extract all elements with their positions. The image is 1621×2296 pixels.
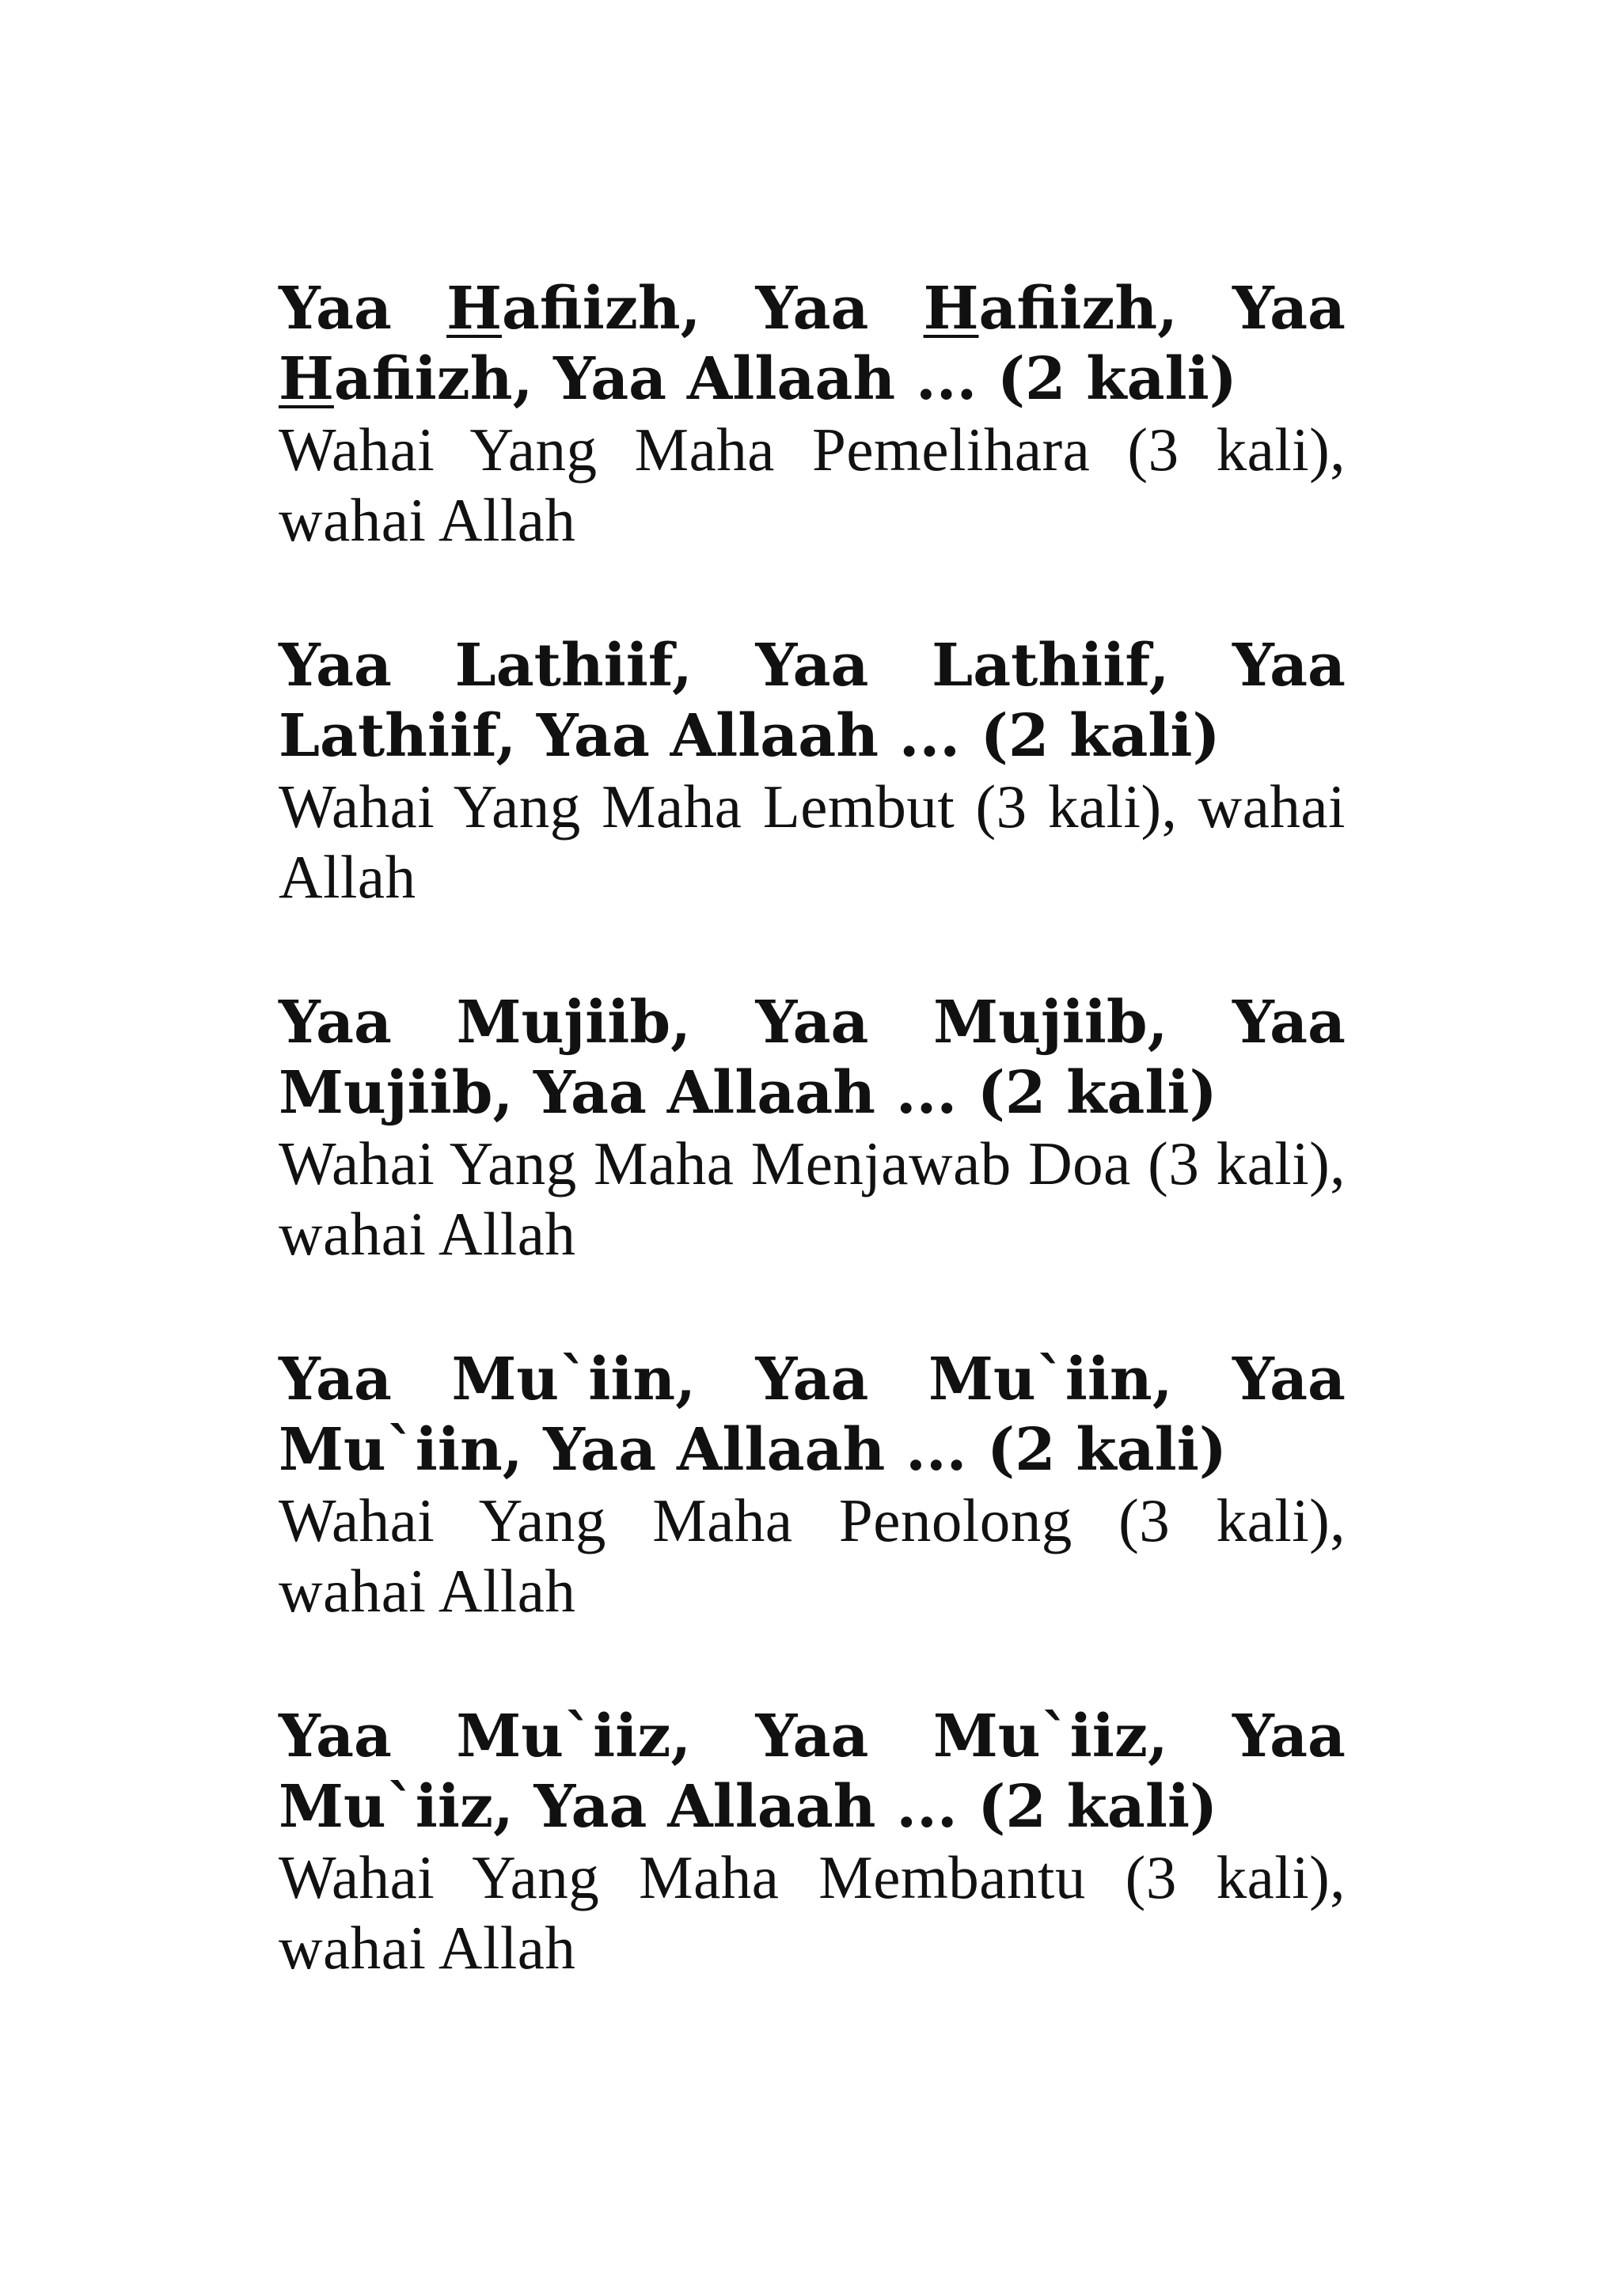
dzikir-word: afiizh, <box>333 345 533 413</box>
meaning-text: Wahai Yang Maha Lembut (3 kali), wahai Allah <box>279 772 1346 911</box>
dzikir-text: Yaa Mujiib, Yaa Mujiib, Yaa Mujiib, Yaa Allaah ... (2 kali) <box>279 989 1346 1127</box>
meaning-text: Wahai Yang Maha Menjawab Doa (3 kali), wahai Allah <box>279 1129 1346 1268</box>
dzikir-entry-lathiif <box>279 631 1346 913</box>
meaning-text: Wahai Yang Maha Membantu (3 kali), wahai Allah <box>279 1843 1346 1982</box>
document-page <box>279 274 1346 2059</box>
dzikir-word: Yaa Allaah ... (2 kali) <box>553 345 1237 413</box>
meaning-text: Wahai Yang Maha Penolong (3 kali), wahai Allah <box>279 1486 1346 1625</box>
dzikir-word: afiizh, <box>501 275 701 343</box>
underlined-letter: H <box>446 275 502 343</box>
dzikir-text <box>279 274 1346 415</box>
dzikir-text: Yaa Mu`iin, Yaa Mu`iin, Yaa Mu`iin, Yaa Allaah ... (2 kali) <box>279 1345 1346 1484</box>
dzikir-word: Yaa <box>1232 275 1346 343</box>
dzikir-word: afiizh, <box>978 275 1178 343</box>
dzikir-entry-mujiib <box>279 988 1346 1269</box>
dzikir-text: Yaa Lathiif, Yaa Lathiif, Yaa Lathiif, Yaa Allaah ... (2 kali) <box>279 632 1346 770</box>
dzikir-text: Yaa Mu`iiz, Yaa Mu`iiz, Yaa Mu`iiz, Yaa Allaah ... (2 kali) <box>279 1702 1346 1841</box>
dzikir-word: Yaa <box>755 275 869 343</box>
dzikir-word: Yaa <box>279 275 392 343</box>
underlined-letter: H <box>279 345 334 413</box>
dzikir-entry-hafiizh <box>279 274 1346 556</box>
meaning-text: Wahai Yang Maha Pemelihara (3 kali), wahai Allah <box>279 416 1346 554</box>
dzikir-entry-muiin <box>279 1345 1346 1626</box>
underlined-letter: H <box>923 275 979 343</box>
dzikir-entry-muiiz <box>279 1702 1346 1983</box>
